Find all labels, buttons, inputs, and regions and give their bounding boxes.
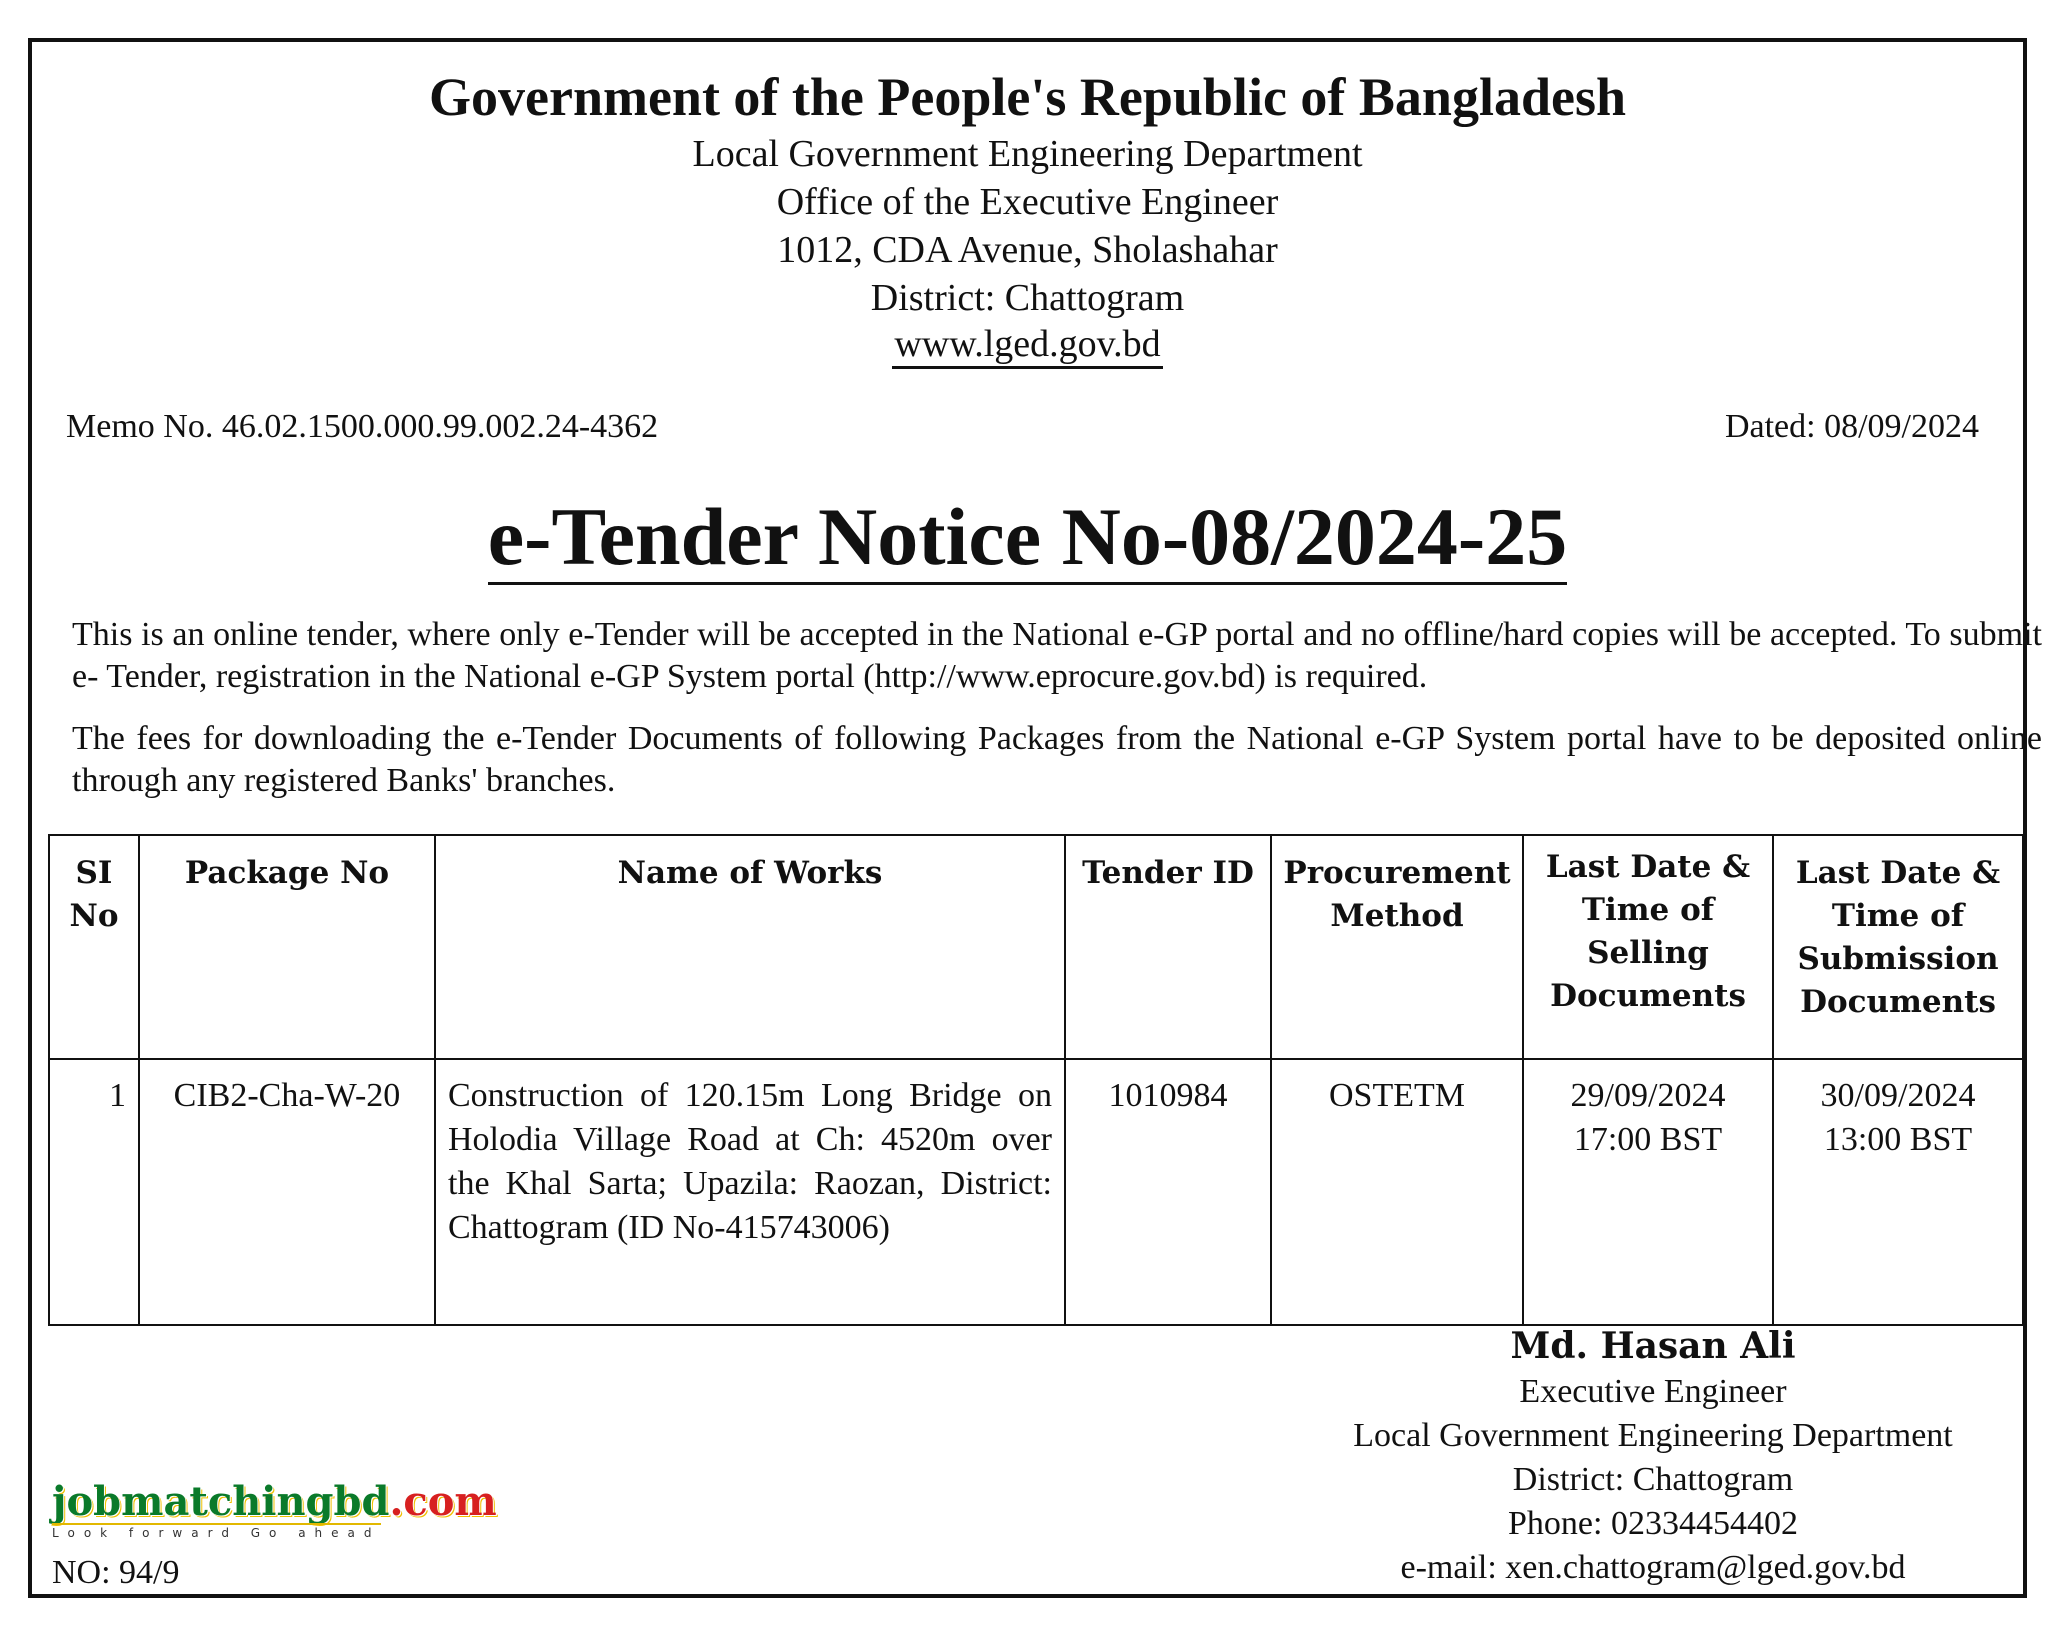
watermark-brand-tld: .com [389,1478,497,1525]
tender-table [48,834,2024,1326]
address-line: 1012, CDA Avenue, Sholashahar [777,229,1278,271]
website-link[interactable]: www.lged.gov.bd [892,322,1162,369]
selling-date: 29/09/2024 [1570,1077,1726,1114]
signatory-district: District: Chattogram [1512,1461,1794,1498]
watermark-logo [52,1480,502,1542]
header-sl-no [49,835,139,1059]
signatory-email[interactable]: e-mail: xen.chattogram@lged.gov.bd [1400,1549,1906,1586]
notice-date: Dated: 08/09/2024 [1724,408,1979,445]
publication-number: NO: 94/9 [52,1554,180,1591]
notice-title-wrap [32,492,2023,585]
cell-submission-date [1773,1059,2023,1325]
cell-name-of-works: Construction of 120.15m Long Bridge on Holodia Village Road at Ch: 4520m over the Khal Sarta; Upazila: Raozan, District: Chattogram (ID No-415743006) [435,1059,1065,1325]
header-proc-line2: Method [1330,898,1464,934]
header-selling-date [1523,835,1773,1059]
header-sub-line2: Time of [1831,898,1965,934]
signature-block [1293,1322,2013,1590]
watermark-tagline: Look forward Go ahead [52,1523,381,1540]
cell-tender-id: 1010984 [1065,1059,1271,1325]
memo-number: Memo No. 46.02.1500.000.99.002.24-4362 [66,408,659,445]
header-sl-line1: SI [75,855,113,891]
header-tender-id: Tender ID [1065,835,1271,1059]
watermark-brand-name: jobmatchingbd [52,1478,390,1525]
table-row [49,1059,2023,1325]
submission-date: 30/09/2024 [1820,1077,1976,1114]
signatory-department: Local Government Engineering Department [1353,1417,1953,1454]
header-sell-line1: Last Date & [1545,849,1751,885]
intro-paragraph: This is an online tender, where only e-Tender will be accepted in the National e-GP portal and no offline/hard copies will be accepted. To submit e- Tender, registration in the National e-GP System portal (http://www.eprocure.gov.bd) is required. [72,616,2042,695]
header-sl-line2: No [69,898,119,934]
department-line: Local Government Engineering Department [692,133,1363,175]
header-sell-line4: Documents [1550,978,1746,1014]
notice-header [32,64,2023,369]
submission-time: 13:00 BST [1823,1121,1973,1158]
fees-paragraph: The fees for downloading the e-Tender Documents of following Packages from the National e-GP System portal have to be deposited online through any registered Banks' branches. [72,720,2042,799]
district-line: District: Chattogram [870,277,1185,319]
table-header-row [49,835,2023,1059]
header-package-no: Package No [139,835,435,1059]
selling-time: 17:00 BST [1573,1121,1723,1158]
government-heading: Government of the People's Republic of Bangladesh [429,67,1626,127]
watermark-brand [52,1480,502,1524]
notice-title: e-Tender Notice No-08/2024-25 [488,492,1568,585]
header-sell-line2: Time of [1581,892,1715,928]
cell-package-no: CIB2-Cha-W-20 [139,1059,435,1325]
header-proc-line1: Procurement [1283,855,1511,891]
signatory-phone: Phone: 02334454402 [1508,1505,1798,1542]
header-sub-line3: Submission [1797,941,1999,977]
header-procurement-method [1271,835,1523,1059]
header-name-of-works: Name of Works [435,835,1065,1059]
header-sub-line4: Documents [1800,984,1996,1020]
header-sell-line3: Selling [1587,935,1709,971]
signatory-name: Md. Hasan Ali [1510,1325,1796,1367]
notice-frame [28,38,2042,1598]
header-submission-date [1773,835,2023,1059]
office-line: Office of the Executive Engineer [776,181,1279,223]
cell-procurement-method: OSTETM [1271,1059,1523,1325]
signatory-designation: Executive Engineer [1519,1373,1787,1410]
header-sub-line1: Last Date & [1795,855,2001,891]
cell-selling-date [1523,1059,1773,1325]
cell-sl-no: 1 [49,1059,139,1325]
